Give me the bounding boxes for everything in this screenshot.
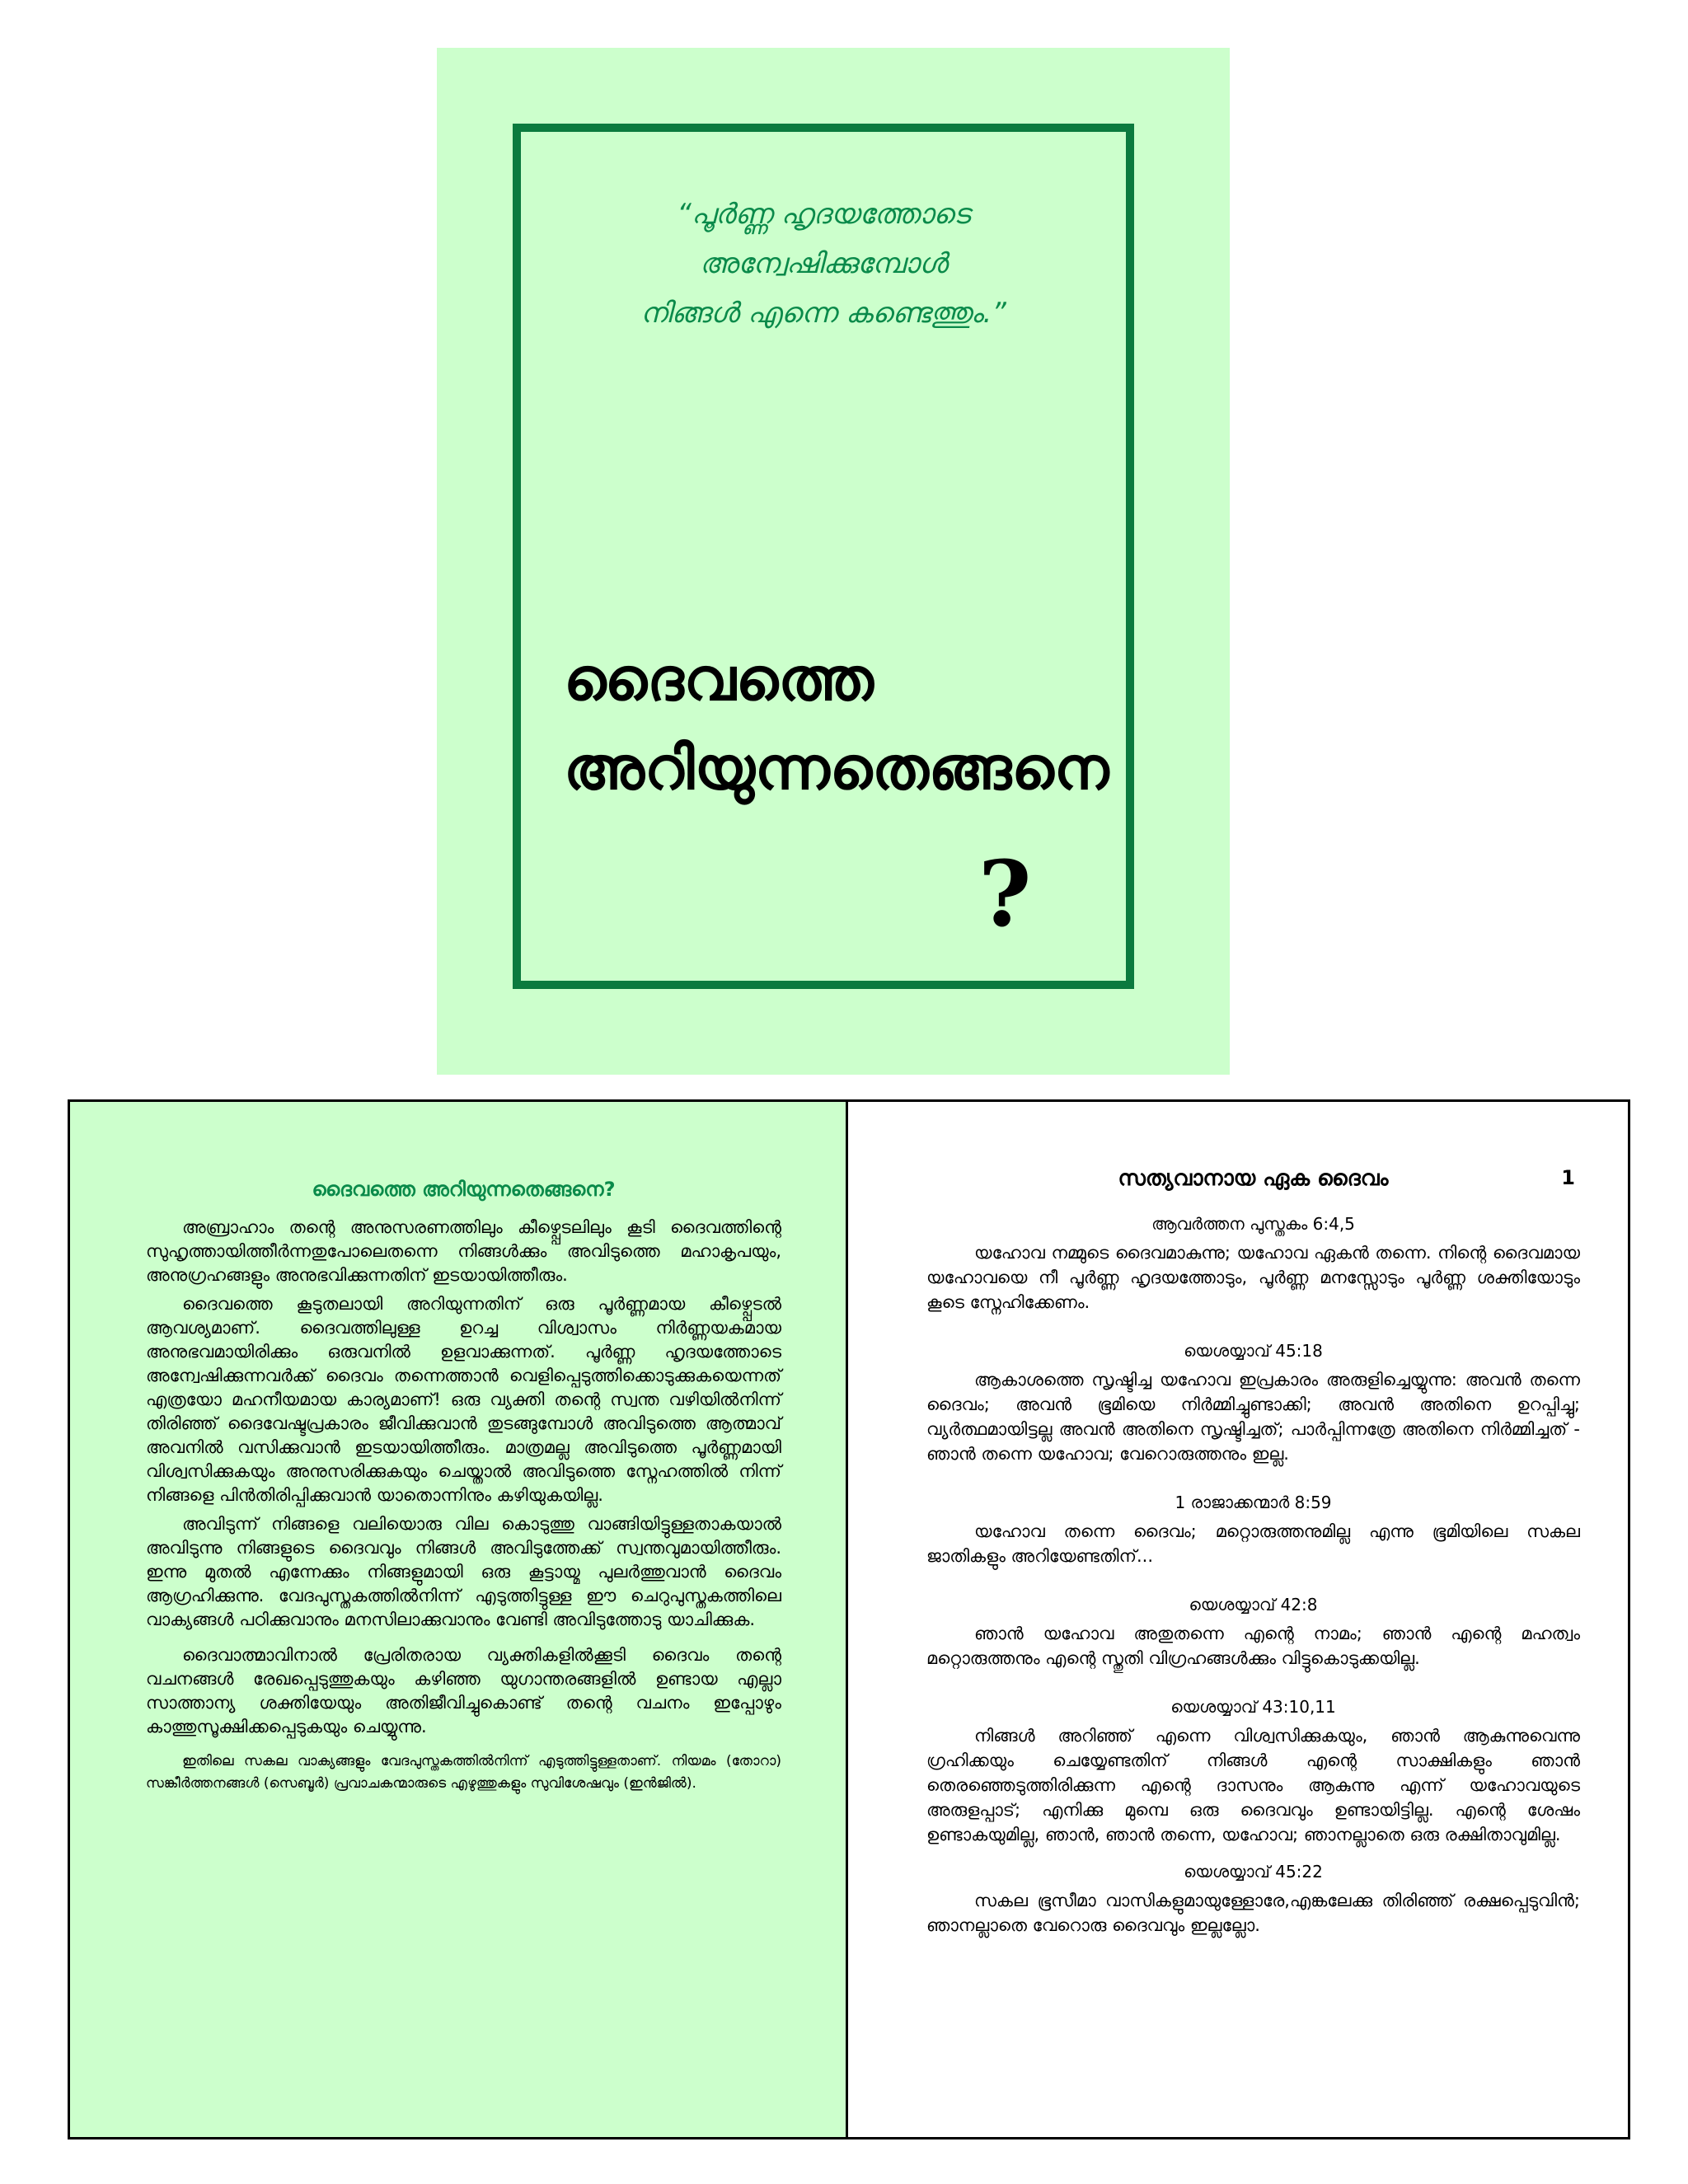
cover-quote (521, 190, 1126, 338)
verse-block (926, 1862, 1580, 1938)
verse-block (926, 1595, 1580, 1671)
paragraph: അവിടുന്ന് നിങ്ങളെ വലിയൊരു വില കൊടുത്തു വാങ്ങിയിട്ടുള്ളതാകയാൽ അവിടുന്നു നിങ്ങളുടെ ദൈവവും നിങ്ങൾ അവിടുത്തേക്ക് സ്വന്തവുമായിത്തീരും. ഇന്നു മുതൽ എന്നേക്കും നിങ്ങളുമായി ഒരു കൂട്ടായ്മ പുലർത്തുവാൻ ദൈവം ആഗ്രഹിക്കുന്നു. വേദപുസ്തകത്തിൽനിന്ന് എടുത്തിട്ടുള്ള ഈ ചെറുപുസ്തകത്തിലെ വാക്യങ്ങൾ പഠിക്കുവാനും മനസിലാക്കുവാനും വേണ്ടി അവിടുത്തോടു യാചിക്കുക. (146, 1514, 781, 1629)
cover-quote-line: നിങ്ങൾ എന്നെ കണ്ടെത്തും.” (640, 297, 1006, 330)
page-number: 1 (1561, 1166, 1575, 1189)
verse-text: ആകാശത്തെ സൃഷ്ടിച്ച യഹോവ ഇപ്രകാരം അരുളിച്ചെയ്യുന്നു: അവൻ തന്നെ ദൈവം; അവൻ ഭൂമിയെ നിർമ്മിച്ചുണ്ടാക്കി; അവൻ അതിനെ ഉറപ്പിച്ചു; വ്യർത്ഥമായിട്ടല്ല അവൻ അതിനെ സൃഷ്ടിച്ചത്; പാർപ്പിന്നത്രേ അതിനെ നിർമ്മിച്ചത് - ഞാൻ തന്നെ യഹോവ; വേറൊരുത്തനും ഇല്ല. (926, 1370, 1580, 1464)
cover-title-line: ദൈവത്തെ (564, 644, 874, 714)
source-note: ഇതിലെ സകല വാക്യങ്ങളും വേദപുസ്തകത്തിൽനിന്ന് എടുത്തിട്ടുള്ളതാണ്. നിയമം (തോറാ) സങ്കീർത്തനങ്ങൾ (സെബൂർ) പ്രവാചകന്മാരുടെ എഴുത്തുകളും സുവിശേഷവും (ഇൻജിൽ). (146, 1753, 781, 1792)
paragraph: ദൈവത്തെ കൂടുതലായി അറിയുന്നതിന് ഒരു പൂർണ്ണമായ കീഴ്പ്പെടൽ ആവശ്യമാണ്. ദൈവത്തിലുള്ള ഉറച്ച വിശ്വാസം നിർണ്ണയകമായ അനുഭവമായിരിക്കും ഒരുവനിൽ ഉളവാക്കുന്നത്. പൂർണ്ണ ഹൃദയത്തോടെ അന്വേഷിക്കുന്നവർക്ക് ദൈവം തന്നെത്താൻ വെളിപ്പെടുത്തിക്കൊടുക്കുകയെന്നത് എത്രയോ മഹനീയമായ കാര്യമാണ്! ഒരു വ്യക്തി തന്റെ സ്വന്ത വഴിയിൽനിന്ന് തിരിഞ്ഞ് ദൈവേഷ്ടപ്രകാരം ജീവിക്കുവാൻ തുടങ്ങുമ്പോൾ അവിടുത്തെ ആത്മാവ് അവനിൽ വസിക്കുവാൻ ഇടയായിത്തീരും. മാത്രമല്ല അവിടുത്തെ പൂർണ്ണമായി വിശ്വസിക്കുകയും അനുസരിക്കുകയും ചെയ്താൽ അവിടുത്തെ സ്നേഹത്തിൽ നിന്ന് നിങ്ങളെ പിൻതിരിപ്പിക്കുവാൻ യാതൊന്നിനും കഴിയുകയില്ല. (146, 1294, 781, 1505)
cover-title (564, 635, 1109, 813)
right-page (851, 1102, 1628, 2137)
cover-frame (513, 124, 1134, 989)
verse-block (926, 1493, 1580, 1568)
verse-text: സകല ഭൂസീമാ വാസികളുമായുള്ളോരേ,എങ്കലേക്കു തിരിഞ്ഞ് രക്ഷപ്പെടുവിൻ; ഞാനല്ലാതെ വേറൊരു ദൈവവും ഇല്ലല്ലോ. (926, 1891, 1580, 1935)
verse-text: ഞാൻ യഹോവ അതുതന്നെ എന്റെ നാമം; ഞാൻ എന്റെ മഹത്വം മറ്റൊരുത്തനും എന്റെ സ്തുതി വിഗ്രഹങ്ങൾക്കും വിട്ടുകൊടുക്കയില്ല. (926, 1624, 1580, 1668)
paragraph: അബ്രാഹാം തന്റെ അനുസരണത്തിലും കീഴ്പ്പെടലിലും കൂടി ദൈവത്തിന്റെ സുഹൃത്തായിത്തീർന്നതുപോലെതന്നെ നിങ്ങൾക്കും അവിടുത്തെ മഹാകൃപയും, അനുഗ്രഹങ്ങളും അനുഭവിക്കുന്നതിന് ഇടയായിത്തീരും. (146, 1217, 781, 1285)
verse-text: യഹോവ നമ്മുടെ ദൈവമാകുന്നു; യഹോവ ഏകൻ തന്നെ. നിന്റെ ദൈവമായ യഹോവയെ നീ പൂർണ്ണ ഹൃദയത്തോടും, പൂർണ്ണ മനസ്സോടും പൂർണ്ണ ശക്തിയോടും കൂടെ സ്നേഹിക്കേണം. (926, 1243, 1580, 1312)
verse-reference: 1 രാജാക്കന്മാർ 8:59 (1175, 1493, 1332, 1512)
cover-quote-line: അന്വേഷിക്കുമ്പോൾ (699, 247, 948, 280)
cover-question-mark: ? (978, 841, 1032, 947)
cover-quote-line: “പൂർണ്ണ ഹൃദയത്തോടെ (677, 198, 970, 231)
left-page-heading: ദൈവത്തെ അറിയുന്നതെങ്ങനെ? (312, 1178, 616, 1201)
booklet-spread (68, 1099, 1630, 2139)
right-page-header (926, 1166, 1580, 1206)
verse-reference: യെശയ്യാവ് 45:22 (1184, 1862, 1323, 1882)
verse-reference: ആവർത്തന പുസ്തകം 6:4,5 (1151, 1214, 1355, 1234)
cover-title-line: അറിയുന്നതെങ്ങനെ (564, 733, 1109, 803)
left-page (70, 1102, 848, 2137)
right-page-title: സത്യവാനായ ഏക ദൈവം (1118, 1166, 1389, 1191)
verse-reference: യെശയ്യാവ് 42:8 (1189, 1595, 1318, 1615)
verse-block (926, 1214, 1580, 1315)
verse-text: നിങ്ങൾ അറിഞ്ഞ് എന്നെ വിശ്വസിക്കുകയും, ഞാൻ ആകുന്നുവെന്നു ഗ്രഹിക്കയും ചെയ്യേണ്ടതിന് നിങ്ങൾ എന്റെ സാക്ഷികളും ഞാൻ തെരഞ്ഞെടുത്തിരിക്കുന്ന എന്റെ ദാസനും ആകുന്നു എന്ന് യഹോവയുടെ അരുളപ്പാട്; എനിക്കു മുമ്പെ ഒരു ദൈവവും ഉണ്ടായിട്ടില്ല. എന്റെ ശേഷം ഉണ്ടാകയുമില്ല, ഞാൻ, ഞാൻ തന്നെ, യഹോവ; ഞാനല്ലാതെ ഒരു രക്ഷിതാവുമില്ല. (926, 1726, 1580, 1844)
verse-reference: യെശയ്യാവ് 45:18 (1184, 1341, 1323, 1361)
verse-block (926, 1341, 1580, 1466)
verse-block (926, 1697, 1580, 1847)
verse-text: യഹോവ തന്നെ ദൈവം; മറ്റൊരുത്തനുമില്ല എന്നു ഭൂമിയിലെ സകല ജാതികളും അറിയേണ്ടതിന്... (926, 1521, 1580, 1566)
verse-reference: യെശയ്യാവ് 43:10,11 (1170, 1697, 1336, 1717)
cover-page (437, 48, 1230, 1075)
paragraph: ദൈവാത്മാവിനാൽ പ്രേരിതരായ വ്യക്തികളിൽക്കൂടി ദൈവം തന്റെ വചനങ്ങൾ രേഖപ്പെടുത്തുകയും കഴിഞ്ഞ യുഗാന്തരങ്ങളിൽ ഉണ്ടായ എല്ലാ സാത്താന്യ ശക്തിയേയും അതിജീവിച്ചുകൊണ്ട് തന്റെ വചനം ഇപ്പോഴും കാത്തുസൂക്ഷിക്കപ്പെടുകയും ചെയ്യുന്നു. (146, 1645, 781, 1736)
